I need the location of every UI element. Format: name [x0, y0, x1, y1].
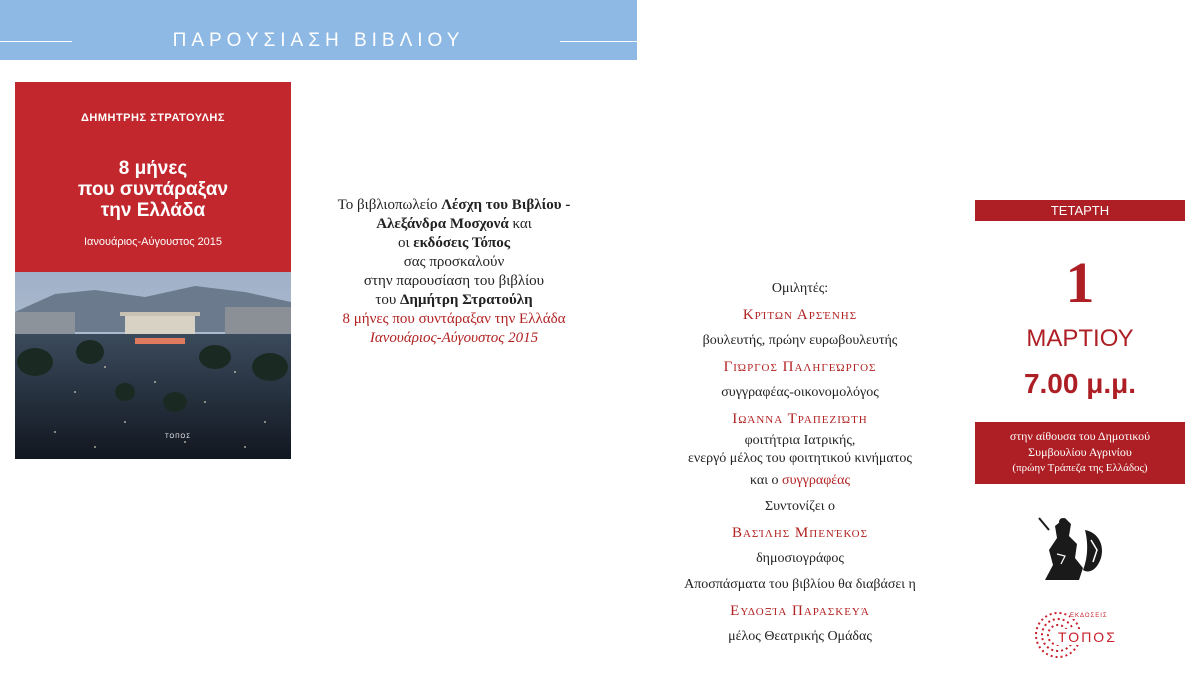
- cover-title-line: που συντάραξαν: [77, 179, 229, 200]
- cover-title-line: 8 μήνες: [118, 158, 188, 179]
- book-cover: [15, 82, 291, 459]
- bookstore-name: Λέσχη του Βιβλίου -: [441, 197, 571, 213]
- invitation-text: [270, 196, 638, 348]
- topos-logo-text: ΤΟΠΟΣ: [1058, 629, 1117, 645]
- venue-line: Συμβουλίου Αγρινίου: [1028, 445, 1132, 459]
- reading-label: Αποσπάσματα του βιβλίου θα διαβάσει η: [684, 577, 916, 592]
- speaker-name: Κρίτων Αρσένης: [742, 307, 858, 323]
- publisher-name: εκδόσεις Τόπος: [413, 235, 511, 251]
- book-title: 8 μήνες που συντάραξαν την Ελλάδα: [342, 311, 566, 327]
- cover-title-line: την Ελλάδα: [100, 200, 206, 221]
- bookstore-owner: Αλεξάνδρα Μοσχονά: [376, 216, 509, 232]
- coordinator-name: Βασίλης Μπενέκος: [731, 525, 869, 541]
- topos-publisher-logo: [1030, 605, 1120, 665]
- event-time: 7.00 μ.μ.: [1023, 368, 1137, 399]
- weekday-badge: ΤΕΤΑΡΤΗ: [975, 200, 1185, 221]
- venue-box: [975, 422, 1185, 484]
- speaker-role: βουλευτής, πρώην ευρωβουλευτής: [702, 333, 898, 348]
- coordinator-role: δημοσιογράφος: [756, 551, 844, 566]
- invite-text: οι: [397, 235, 414, 251]
- book-subtitle: Ιανουάριος-Αύγουστος 2015: [369, 330, 539, 346]
- cover-photo: [15, 272, 291, 459]
- invite-text: του: [375, 292, 401, 308]
- speaker-author: συγγραφέας: [782, 473, 851, 488]
- cover-subtitle: Ιανουάριος-Αύγουστος 2015: [83, 236, 223, 248]
- speaker-role: ενεργό μέλος του φοιτητικού κινήματος: [688, 451, 912, 466]
- ancient-figure-emblem-icon: [1035, 510, 1115, 586]
- topos-logo-small-text: ΕΚΔΟΣΕΙΣ: [1070, 613, 1108, 619]
- coordinator-label: Συντονίζει ο: [764, 499, 836, 514]
- venue-line: στην αίθουσα του Δημοτικού: [1009, 429, 1151, 443]
- speaker-text: και ο: [749, 473, 783, 488]
- speaker-name: Γιώργος Παληγεώργος: [723, 359, 877, 375]
- cover-author: ΔΗΜΗΤΡΗΣ ΣΤΡΑΤΟΥΛΗΣ: [81, 112, 225, 124]
- invite-text: σας προσκαλούν: [403, 254, 505, 270]
- author-name: Δημήτρη Στρατούλη: [400, 292, 533, 308]
- reader-role: μέλος Θεατρικής Ομάδας: [728, 629, 872, 644]
- speaker-role: συγγραφέας-οικονομολόγος: [721, 385, 879, 400]
- invite-text: και: [508, 216, 532, 232]
- event-month: ΜΑΡΤΙΟΥ: [1026, 325, 1134, 352]
- event-day: 1: [1065, 250, 1095, 315]
- cover-title: [15, 158, 291, 221]
- speakers-list: [630, 276, 970, 650]
- cover-publisher-mark: ΤΟΠΟΣ: [165, 434, 191, 440]
- invite-text: Το βιβλιοπωλείο: [337, 197, 442, 213]
- page-title: ΠΑΡΟΥΣΙΑΣΗ ΒΙΒΛΙΟΥ: [172, 30, 465, 51]
- invite-text: στην παρουσίαση του βιβλίου: [363, 273, 545, 289]
- speaker-name: Ιωάννα Τραπεζιώτη: [732, 411, 868, 427]
- speakers-heading: Ομιλητές:: [771, 281, 829, 296]
- reader-name: Ευδοξία Παρασκευά: [730, 603, 870, 619]
- speaker-role: φοιτήτρια Ιατρικής,: [744, 433, 856, 448]
- venue-line: (πρώην Τράπεζα της Ελλάδος): [1012, 462, 1148, 474]
